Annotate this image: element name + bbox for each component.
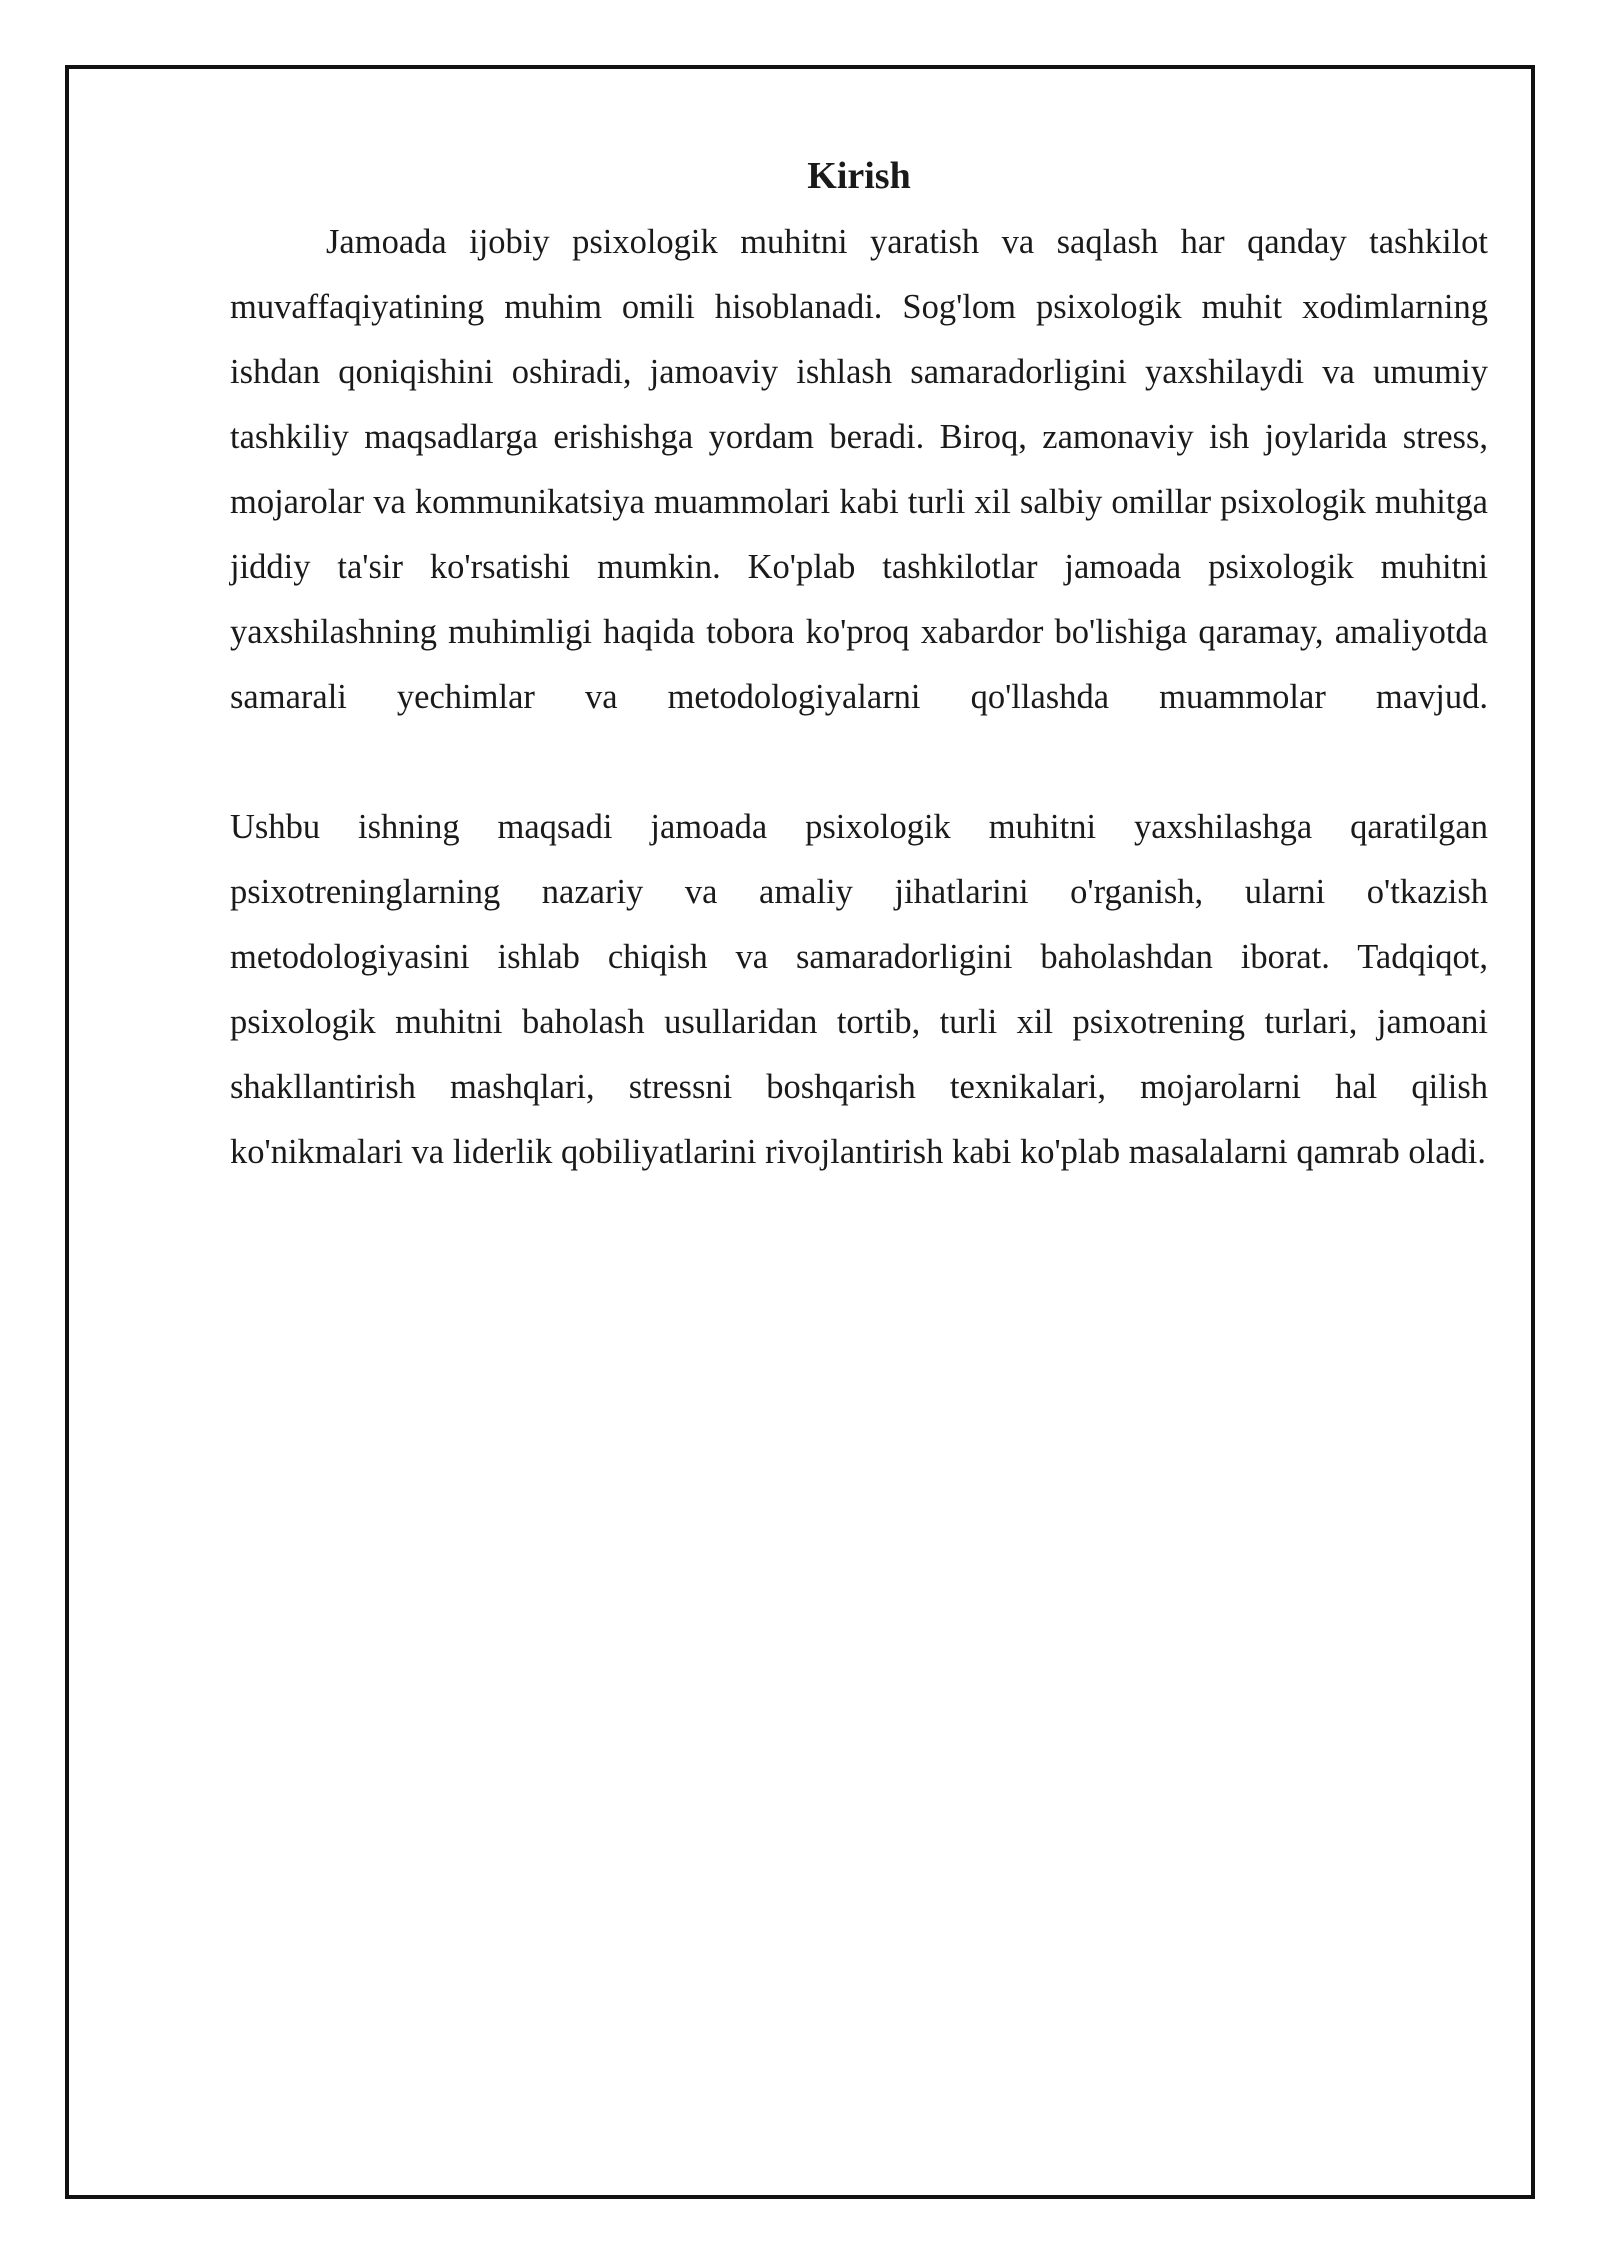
document-body [230,150,1488,1185]
section-title: Kirish [807,155,911,197]
paragraph-aim: Ushbu ishning maqsadi jamoada psixologik muhitni yaxshilashga qaratilgan psixotreninglarning nazariy va amaliy jihatlarini o'rganish, ularni o'tkazish metodologiyasini ishlab chiqish va samaradorligini baholashdan iborat. Tadqiqot, psixologik muhitni baholash usullaridan tortib, turli xil psixotrening turlari, jamoani shakllantirish mashqlari, stressni boshqarish texnikalari, mojarolarni hal qilish ko'nikmalari va liderlik qobiliyatlarini rivojlantirish kabi ko'plab masalalarni qamrab oladi. [230,808,1488,1171]
paragraph-spacer [230,730,1488,795]
paragraph-intro: Jamoada ijobiy psixologik muhitni yaratish va saqlash har qanday tashkilot muvaffaqiyatining muhim omili hisoblanadi. Sog'lom psixologik muhit xodimlarning ishdan qoniqishini oshiradi, jamoaviy ishlash samaradorligini yaxshilaydi va umumiy tashkiliy maqsadlarga erishishga yordam beradi. Biroq, zamonaviy ish joylarida stress, mojarolar va kommunikatsiya muammolari kabi turli xil salbiy omillar psixologik muhitga jiddiy ta'sir ko'rsatishi mumkin. Ko'plab tashkilotlar jamoada psixologik muhitni yaxshilashning muhimligi haqida tobora ko'proq xabardor bo'lishiga qaramay, amaliyotda samarali yechimlar va metodologiyalarni qo'llashda muammolar mavjud. [230,223,1488,716]
